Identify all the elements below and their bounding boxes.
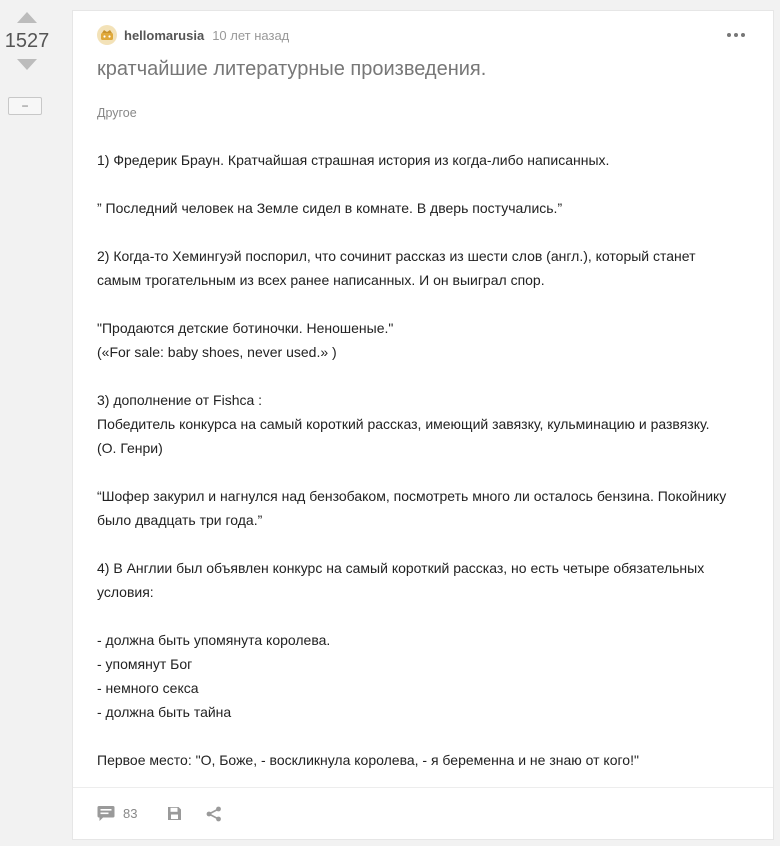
more-dot — [734, 33, 738, 37]
content-line: 4) В Англии был объявлен конкурс на самый короткий рассказ, но есть четыре обязательных — [97, 560, 705, 576]
content-line: - должна быть упомянута королева. — [97, 632, 331, 648]
save-icon — [167, 806, 182, 821]
content-line: 1) Фредерик Браун. Кратчайшая страшная история из когда-либо написанных. — [97, 152, 610, 168]
content-line: “Шофер закурил и нагнулся над бензобаком, посмотреть много ли осталось бензина. Покойнику — [97, 488, 727, 504]
collapse-button[interactable]: − — [8, 97, 42, 115]
blank-line — [97, 460, 747, 484]
comment-icon — [97, 805, 115, 822]
content-line: Первое место: "О, Боже, - воскликнула королева, - я беременна и не знаю от кого!" — [97, 752, 639, 768]
rating-score: 1527 — [4, 30, 50, 52]
content-line: - должна быть тайна — [97, 704, 232, 720]
content-line: самым трогательным из всех ранее написанных. И он выиграл спор. — [97, 272, 545, 288]
content-line: условия: — [97, 584, 154, 600]
content-line: ” Последний человек на Земле сидел в комнате. В дверь постучались.” — [97, 200, 563, 216]
post-card — [72, 10, 774, 840]
comments-button[interactable] — [97, 805, 137, 822]
save-button[interactable] — [167, 806, 182, 821]
content-line: - немного секса — [97, 680, 199, 696]
more-dot — [741, 33, 745, 37]
blank-line — [97, 532, 747, 556]
more-icon[interactable] — [727, 33, 745, 37]
blank-line — [97, 724, 747, 748]
content-line: Победитель конкурса на самый короткий рассказ, имеющий завязку, кульминацию и развязку. — [97, 416, 710, 432]
post-time: 10 лет назад — [212, 27, 290, 43]
downvote-arrow-icon[interactable] — [17, 59, 37, 70]
blank-line — [97, 292, 747, 316]
content-line: («For sale: baby shoes, never used.» ) — [97, 344, 337, 360]
post-title[interactable]: кратчайшие литературные произведения. — [97, 58, 487, 80]
rating-block — [0, 0, 54, 70]
content-line: 2) Когда-то Хемингуэй поспорил, что сочинит рассказ из шести слов (англ.), который станет — [97, 248, 696, 264]
blank-line — [97, 172, 747, 196]
blank-line — [97, 364, 747, 388]
share-button[interactable] — [206, 806, 222, 822]
blank-line — [97, 604, 747, 628]
blank-line — [97, 220, 747, 244]
share-icon — [206, 806, 222, 822]
avatar-icon — [100, 29, 114, 41]
author-link[interactable]: hellomarusia — [124, 27, 205, 43]
upvote-arrow-icon[interactable] — [17, 12, 37, 23]
avatar[interactable] — [97, 25, 117, 45]
content-line: "Продаются детские ботиночки. Неношеные." — [97, 320, 394, 336]
comments-count: 83 — [123, 806, 138, 821]
content-line: было двадцать три года.” — [97, 512, 263, 528]
content-line: - упомянут Бог — [97, 656, 193, 672]
more-dot — [727, 33, 731, 37]
post-content — [97, 148, 747, 772]
post-header — [97, 25, 289, 45]
content-line: 3) дополнение от Fishca : — [97, 392, 263, 408]
content-line: (О. Генри) — [97, 440, 163, 456]
post-category[interactable]: Другое — [97, 106, 137, 120]
post-footer — [73, 787, 773, 839]
